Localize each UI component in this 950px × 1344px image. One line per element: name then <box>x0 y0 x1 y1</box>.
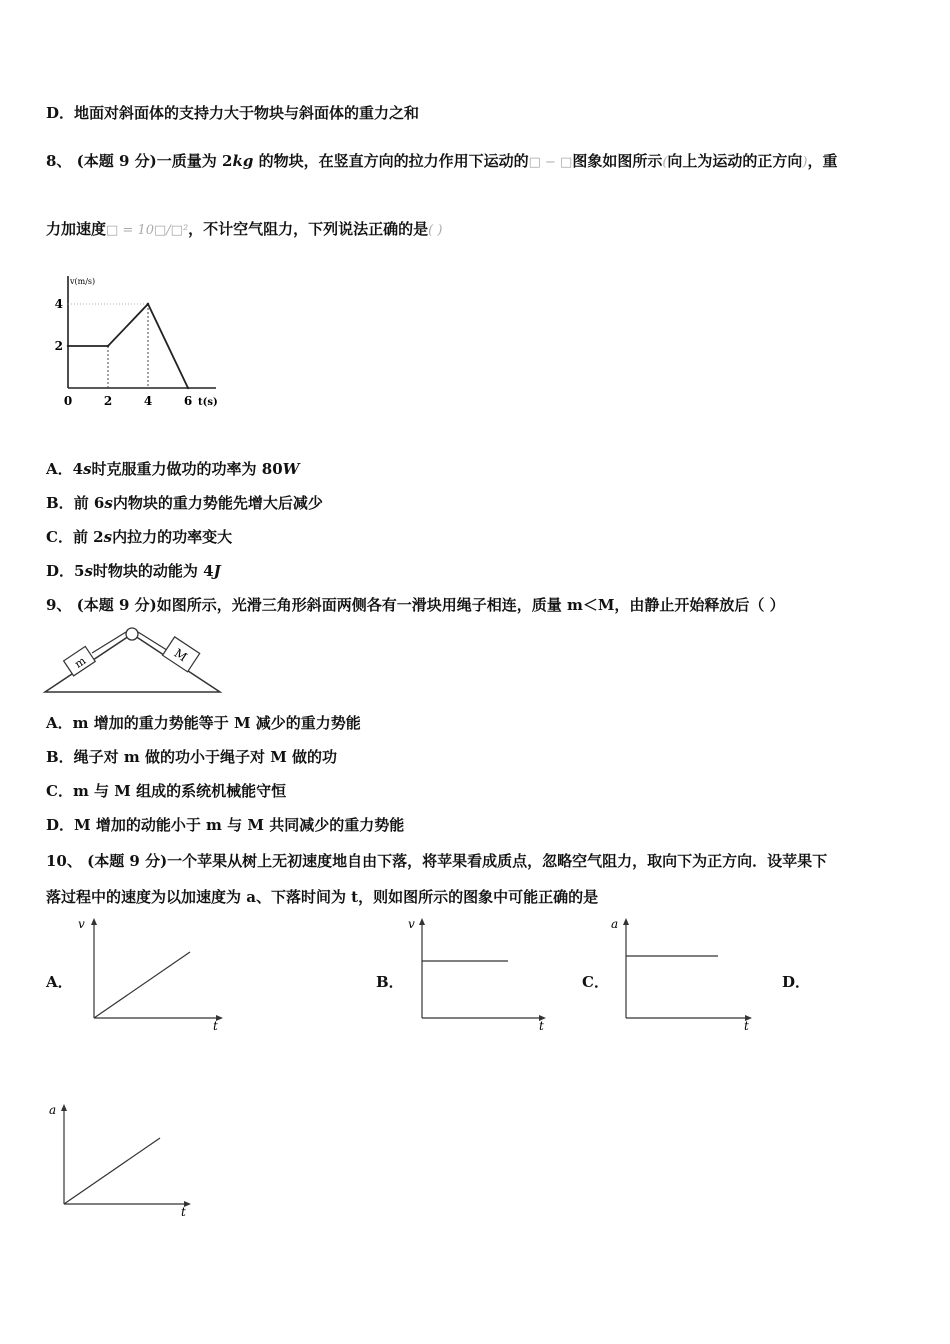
y-tick-label: 2 <box>54 339 63 353</box>
svg-text:M: M <box>171 645 190 665</box>
svg-text:m: m <box>72 654 89 671</box>
q10-graph-a <box>74 914 234 1032</box>
option-letter: D． <box>46 562 75 580</box>
option-letter: C． <box>46 528 73 546</box>
q8-g-formula: □ = 10□/□² <box>106 223 189 238</box>
q9-option-b[interactable]: B．绳子对 m 做的功小于绳子对 M 做的功 <box>46 748 338 766</box>
option-unit: s <box>104 494 113 512</box>
axis-label-x: t <box>539 1019 544 1032</box>
graph-line <box>64 1138 160 1204</box>
q10-stem-line-2: 落过程中的速度为以加速度为 a、下落时间为 t，则如图所示的图象中可能正确的是 <box>46 888 599 906</box>
axis-label-x: t <box>181 1205 186 1219</box>
q10-option-c[interactable]: C． <box>582 973 609 991</box>
q10-stem-line-1: 10、 (本题 9 分)一个苹果从树上无初速度地自由下落，将苹果看成质点，忽略空气阻力，取向下为正方向．设苹果下 <box>46 852 828 870</box>
option-text: 时克服重力做功的功率为 80 <box>91 460 283 478</box>
q8-stem-text: 向上为运动的正方向 <box>667 152 803 170</box>
q8-graph-symbol: □ − □ <box>528 155 573 170</box>
q9-option-a[interactable]: A．m 增加的重力势能等于 M 减少的重力势能 <box>46 714 361 732</box>
q8-option-c[interactable] <box>46 526 232 547</box>
q8-option-b[interactable] <box>46 492 323 513</box>
axis-label-x: t <box>213 1019 218 1032</box>
q8-paren: ( <box>662 155 668 170</box>
option-text: 时物块的动能为 4 <box>92 562 214 580</box>
block-M <box>163 637 200 672</box>
option-unit: s <box>103 528 113 546</box>
option-text: 4 <box>72 460 84 478</box>
q8-option-d[interactable] <box>46 560 221 581</box>
x-tick-label: 2 <box>103 394 113 408</box>
q8-stem-text: ，不计空气阻力，下列说法正确的是 <box>188 220 429 238</box>
q10-graph-b <box>404 914 554 1032</box>
q10-graph-c <box>608 914 758 1032</box>
option-text: 前 2 <box>72 528 104 546</box>
q8-paren: ) <box>802 155 808 170</box>
data-point <box>107 345 109 347</box>
block-m <box>64 646 96 675</box>
x-tick-label: 0 <box>63 394 73 408</box>
option-text: 前 6 <box>73 494 105 512</box>
axis-label-y: v <box>408 917 415 931</box>
q9-option-c[interactable]: C．m 与 M 组成的系统机械能守恒 <box>46 782 287 800</box>
pulley-icon <box>126 628 138 640</box>
x-axis-label: t(s) <box>198 397 218 408</box>
q8-stem-line-2 <box>46 218 442 239</box>
q8-number: 8、 <box>46 152 72 170</box>
q8-answer-blank: ( ) <box>428 223 443 238</box>
x-tick-label: 6 <box>183 394 193 408</box>
q8-vt-chart <box>40 268 240 416</box>
option-unit: s <box>84 562 93 580</box>
x-tick-label: 4 <box>143 394 153 408</box>
data-point <box>147 303 149 305</box>
q8-stem-line-1 <box>46 150 838 171</box>
axis-label-x: t <box>744 1019 749 1032</box>
q10-option-b[interactable]: B． <box>376 973 404 991</box>
q8-stem-text: 一质量为 <box>156 152 217 170</box>
option-unit: J <box>213 562 221 580</box>
y-tick-label: 4 <box>54 297 63 311</box>
option-text: 内物块的重力势能先增大后减少 <box>112 494 323 512</box>
data-point <box>67 345 69 347</box>
option-text: 5 <box>74 562 85 580</box>
option-letter: B． <box>46 494 74 512</box>
option-letter: A． <box>46 460 73 478</box>
q9-stem: 9、 (本题 9 分)如图所示，光滑三角形斜面两侧各有一滑块用绳子相连，质量 m＜M，由静止开始释放后（ ） <box>46 596 785 614</box>
q9-incline-diagram <box>40 622 230 698</box>
velocity-series-line <box>68 304 188 388</box>
q10-graph-d <box>44 1100 204 1220</box>
q9-option-d[interactable]: D．M 增加的动能小于 m 与 M 共同减少的重力势能 <box>46 816 405 834</box>
q8-stem-text: 图象如图所示 <box>572 152 663 170</box>
q8-option-a[interactable] <box>46 458 300 479</box>
q8-mass-unit: kg <box>232 152 254 170</box>
axis-label-y: v <box>78 917 85 931</box>
graph-line <box>94 952 190 1018</box>
q10-option-d[interactable]: D． <box>782 973 811 991</box>
q8-mass-value: 2 <box>222 152 233 170</box>
axis-label-y: a <box>49 1103 57 1117</box>
q8-stem-text: 的物块，在竖直方向的拉力作用下运动的 <box>258 152 529 170</box>
option-text: 内拉力的功率变大 <box>112 528 233 546</box>
q8-stem-text: 力加速度 <box>46 220 107 238</box>
data-point <box>187 387 189 389</box>
q8-points: (本题 9 分) <box>76 152 157 170</box>
y-axis-label: v(m/s) <box>70 277 96 286</box>
q8-stem-text: ，重 <box>807 152 838 170</box>
q10-option-a[interactable]: A． <box>46 973 73 991</box>
option-unit: s <box>83 460 92 478</box>
prev-option-d: D．地面对斜面体的支持力大于物块与斜面体的重力之和 <box>46 104 420 122</box>
option-unit: W <box>282 460 300 478</box>
axis-label-y: a <box>611 917 619 931</box>
